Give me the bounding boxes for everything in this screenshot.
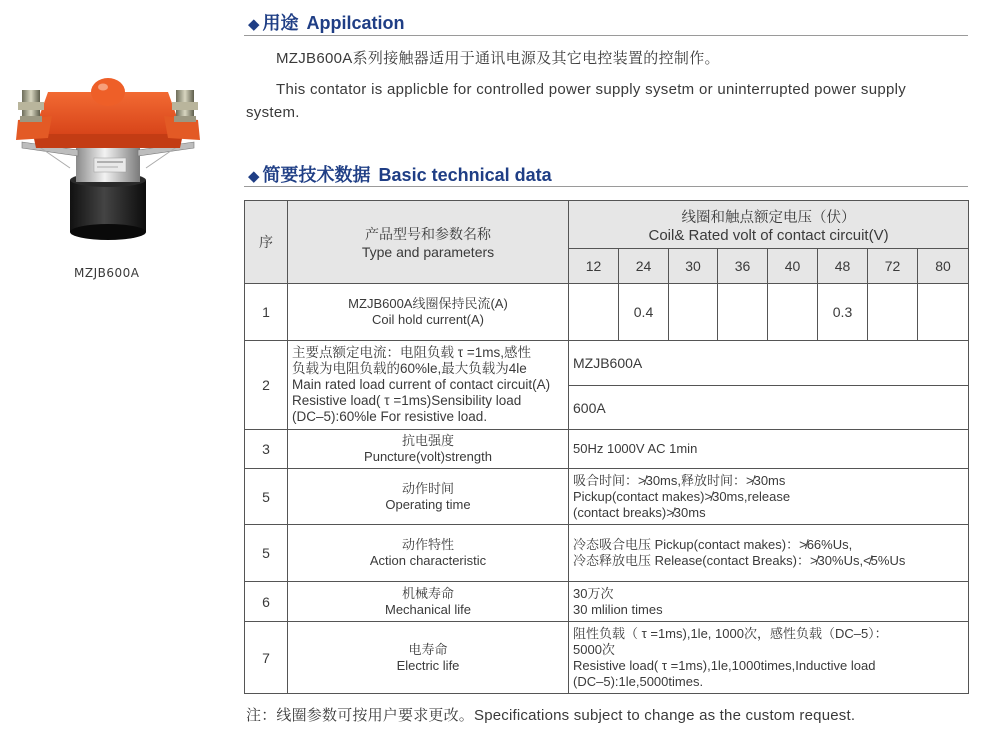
param-name-cn: 抗电强度 [401, 433, 454, 448]
value-line: 阻性负载（ τ =1ms),1le, 1000次，感性负载（DC–5）： [573, 625, 888, 641]
value-cell [569, 469, 969, 525]
value-line: 5000次 [573, 641, 615, 657]
param-line: Main rated load current of contact circuit(A) [292, 377, 551, 392]
technical-data-table [244, 200, 969, 694]
section-divider [244, 35, 968, 36]
row-parameter [288, 525, 569, 582]
row-parameter [288, 430, 569, 469]
value-line: 冷态释放电压 Release(contact Breaks)：≯30%Us,≮5%Us [573, 553, 906, 568]
param-line: 负载为电阻负载的60%le,最大负载为4le [292, 361, 527, 376]
value-cell [569, 284, 619, 341]
header-seq: 序 [245, 201, 288, 284]
table-row [245, 622, 969, 694]
technical-heading [248, 161, 552, 187]
application-text-en-line1: This contator is applicble for controlled power supply sysetm or uninterrupted power supply [276, 81, 907, 98]
voltage-cell: 12 [569, 249, 619, 284]
row-number: 2 [245, 341, 288, 430]
value-cell [918, 284, 969, 341]
table-header-row [245, 201, 969, 249]
value-cell: 0.3 [818, 284, 868, 341]
param-name-cn: 动作特性 [401, 537, 454, 552]
application-text-cn: MZJB600A系列接触器适用于通讯电源及其它电控装置的控制作。 [276, 50, 720, 67]
voltage-cell: 36 [718, 249, 768, 284]
row-parameter [288, 341, 569, 430]
param-name-en: Operating time [385, 496, 471, 512]
table-row [245, 582, 969, 622]
param-name-cn: 电寿命 [408, 641, 448, 657]
row-parameter [288, 284, 569, 341]
voltage-cell: 30 [669, 249, 718, 284]
diamond-bullet-icon: ◆ [248, 15, 260, 33]
header-type-en: Type and parameters [361, 244, 495, 260]
value-line: Resistive load( τ =1ms),1le,1000times,Inductive load [573, 657, 876, 673]
value-cell [669, 284, 718, 341]
contactor-product-image [8, 72, 208, 247]
technical-heading-en: Basic technical data [378, 165, 552, 185]
application-heading-en: Appilcation [306, 13, 405, 33]
row-parameter [288, 622, 569, 694]
row-parameter [288, 469, 569, 525]
value-cell [569, 622, 969, 694]
voltage-cell: 80 [918, 249, 969, 284]
row-parameter [288, 582, 569, 622]
value-line: (DC–5):1le,5000times. [573, 673, 704, 689]
voltage-cell: 24 [619, 249, 669, 284]
table-row [245, 341, 969, 386]
technical-heading-cn: 简要技术数据 [262, 165, 371, 186]
value-cell [718, 284, 768, 341]
param-name-cn: MZJB600A线圈保持民流(A) [348, 296, 508, 311]
footnote: 注：线圈参数可按用户要求更改。Specifications subject to change as the custom request. [246, 707, 856, 724]
param-line: 主要点额定电流：电阻负载 τ =1ms,感性 [292, 345, 531, 360]
diamond-bullet-icon: ◆ [248, 167, 260, 185]
section-divider [244, 186, 968, 187]
header-type [288, 201, 569, 284]
value-current: 600A [569, 386, 969, 430]
value-cell [868, 284, 918, 341]
voltage-cell: 72 [868, 249, 918, 284]
application-heading-cn: 用途 [262, 13, 299, 34]
row-number: 5 [245, 525, 288, 582]
row-number: 5 [245, 469, 288, 525]
header-voltage-en: Coil& Rated volt of contact circuit(V) [648, 226, 889, 244]
param-name-en: Electric life [396, 657, 460, 673]
table-row [245, 469, 969, 525]
value-line: 30 mlilion times [573, 601, 663, 617]
value-cell: 50Hz 1000V AC 1min [569, 430, 969, 469]
param-name-cn: 机械寿命 [401, 585, 454, 601]
value-model: MZJB600A [569, 341, 969, 386]
value-line: 吸合时间：≯30ms,释放时间：≯30ms [573, 472, 786, 488]
value-line: (contact breaks)≯30ms [573, 504, 706, 520]
value-cell: 0.4 [619, 284, 669, 341]
value-line: 30万次 [573, 585, 614, 601]
param-name-en: Puncture(volt)strength [364, 449, 492, 464]
voltage-cell: 40 [768, 249, 818, 284]
table-row [245, 430, 969, 469]
header-type-cn: 产品型号和参数名称 [365, 226, 491, 242]
application-heading [248, 9, 405, 35]
header-voltage-cn: 线圈和触点额定电压（伏） [681, 209, 856, 226]
value-line: 冷态吸合电压 Pickup(contact makes)：≯66%Us, [573, 537, 853, 552]
value-cell [768, 284, 818, 341]
row-number: 6 [245, 582, 288, 622]
table-row [245, 284, 969, 341]
value-cell [569, 525, 969, 582]
value-cell [569, 582, 969, 622]
param-name-en: Coil hold current(A) [372, 312, 484, 327]
param-line: (DC–5):60%le For resistive load. [292, 409, 488, 424]
param-line: Resistive load( τ =1ms)Sensibility load [292, 393, 522, 408]
header-voltage [569, 201, 969, 249]
row-number: 7 [245, 622, 288, 694]
value-line: Pickup(contact makes)≯30ms,release [573, 488, 791, 504]
application-text-en-line2: system. [246, 104, 300, 121]
product-caption: MZJB600A [74, 266, 140, 280]
param-name-cn: 动作时间 [401, 480, 454, 496]
param-name-en: Mechanical life [385, 601, 471, 617]
table-row [245, 525, 969, 582]
voltage-cell: 48 [818, 249, 868, 284]
row-number: 1 [245, 284, 288, 341]
row-number: 3 [245, 430, 288, 469]
param-name-en: Action characteristic [369, 553, 487, 568]
